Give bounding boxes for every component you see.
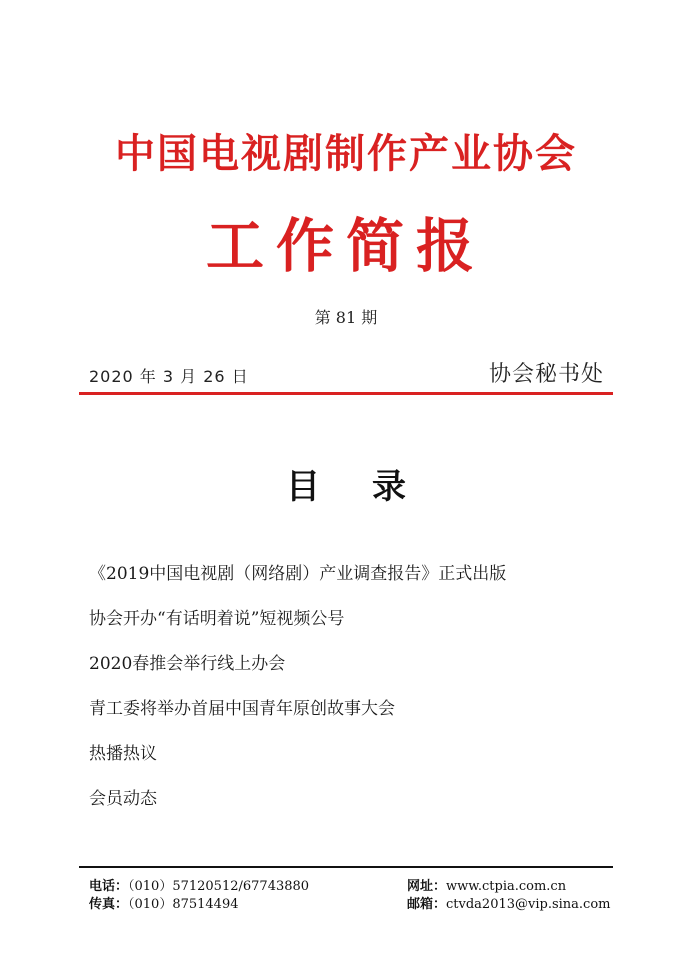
publish-date: 2020 年 3 月 26 日	[89, 367, 249, 386]
phone-label: 电话：	[89, 879, 129, 894]
header-divider	[79, 392, 613, 395]
fax-value: （010）87514494	[128, 897, 239, 912]
phone-value: （010）57120512/67743880	[128, 879, 310, 894]
issuing-office: 协会秘书处	[488, 362, 604, 387]
website-link[interactable]: www.ctpia.com.cn	[446, 879, 567, 894]
toc-list	[89, 562, 609, 832]
toc-item[interactable]: 青工委将举办首届中国青年原创故事大会	[89, 699, 395, 719]
email-label: 邮箱：	[407, 897, 447, 912]
footer-phone	[89, 878, 309, 896]
toc-item[interactable]: 2020春推会举行线上办会	[89, 654, 286, 674]
footer-email	[407, 896, 611, 914]
footer-divider	[79, 866, 613, 868]
website-label: 网址：	[407, 879, 447, 894]
toc-title-right: 录	[372, 467, 406, 507]
toc-item[interactable]: 热播热议	[89, 744, 157, 764]
issue-number: 第 81 期	[314, 308, 378, 327]
toc-item[interactable]: 协会开办“有话明着说”短视频公号	[89, 609, 345, 629]
organization-title: 中国电视剧制作产业协会	[115, 130, 577, 177]
footer-website	[407, 878, 566, 896]
toc-item[interactable]: 《2019中国电视剧（网络剧）产业调查报告》正式出版	[89, 564, 507, 584]
fax-label: 传真：	[89, 897, 129, 912]
toc-title-left: 目	[286, 467, 320, 507]
email-link[interactable]: ctvda2013@vip.sina.com	[446, 897, 611, 912]
toc-item[interactable]: 会员动态	[89, 789, 157, 809]
brief-title: 工作简报	[205, 212, 486, 280]
toc-title	[0, 462, 692, 512]
footer-fax	[89, 896, 239, 914]
